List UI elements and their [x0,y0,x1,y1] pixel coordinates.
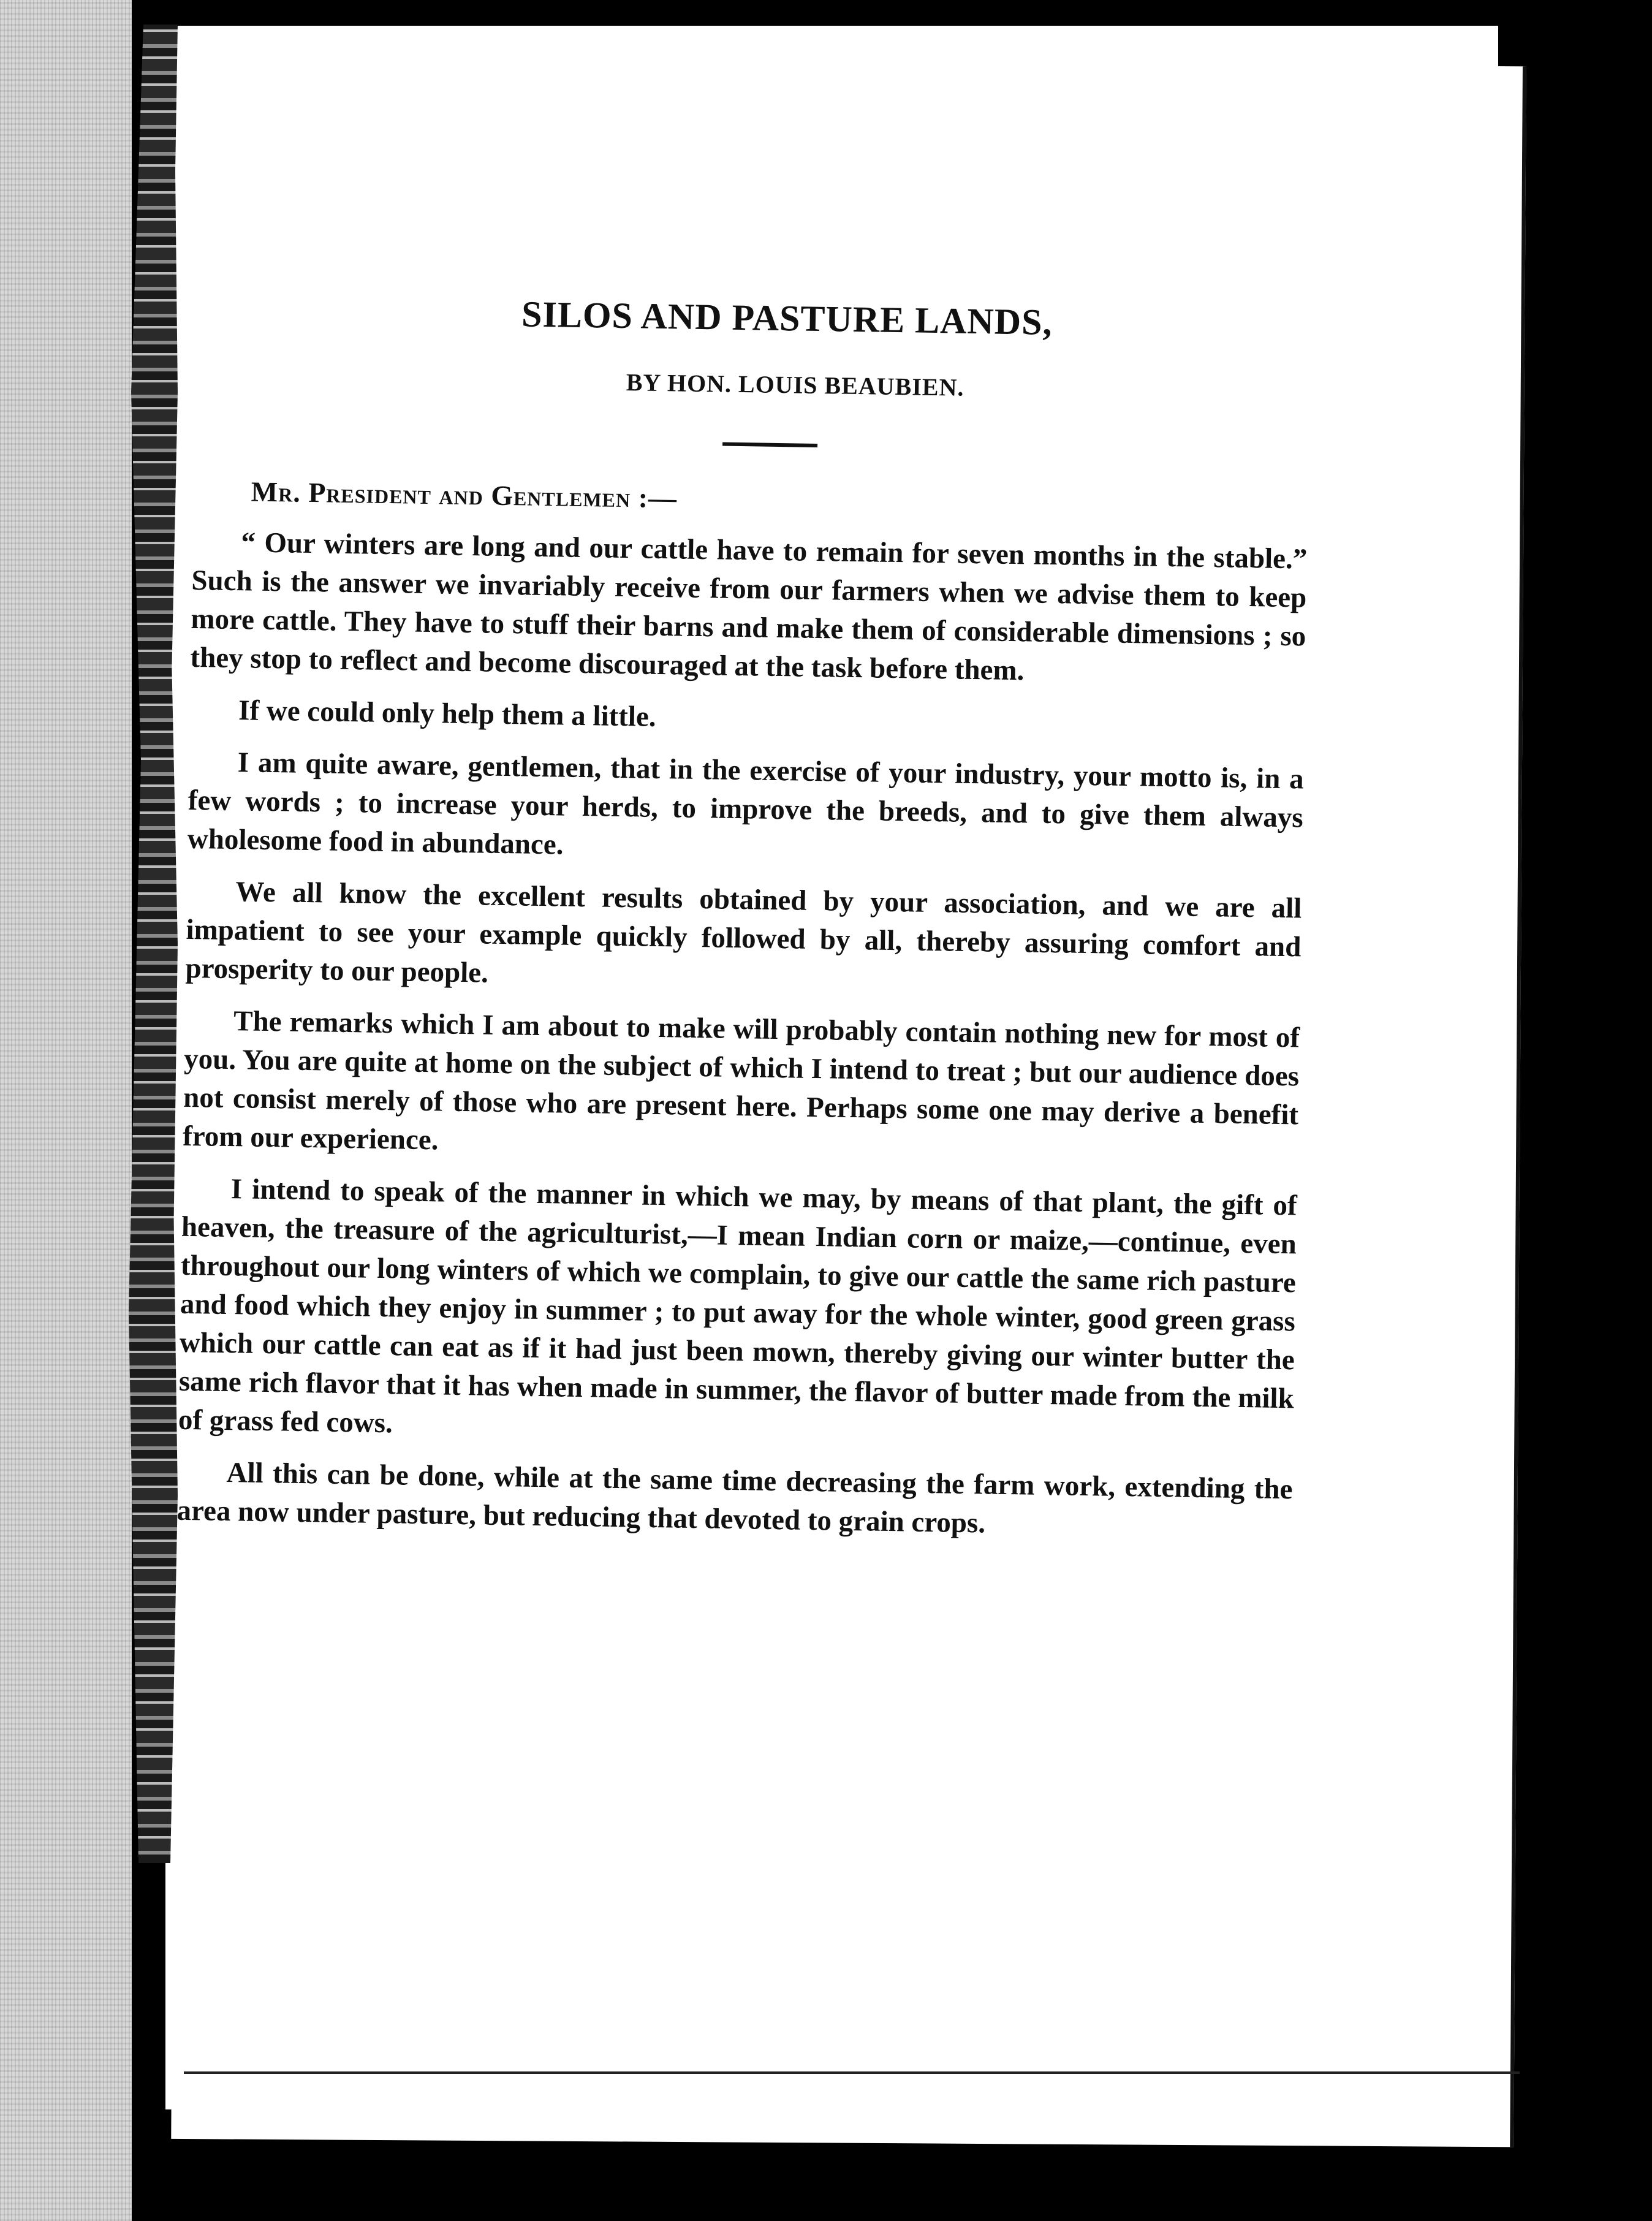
paragraph: All this can be done, while at the same time decreasing the farm work, extending the area now under pasture, but reducing that devoted to grain crops. [176,1457,1293,1540]
page-content [176,288,1311,1561]
paragraph: If we could only help them a little. [238,694,656,733]
paragraph: I am quite aware, gentlemen, that in the exercise of your industry, your motto is, in a few words ; to increase your herds, to improve the breeds, and to give them always wholesome food in abundance. [187,746,1305,861]
paragraph: “ Our winters are long and our cattle have to remain for seven months in the stable.” Such is the answer we invariably receive from our farmers when we advise them to keep more cattle. They have to stuff their barns and make them of considerable dimensions ; so they stop to reflect and become discouraged at the task before them. [190,526,1308,687]
paragraph: The remarks which I am about to make will probably contain nothing new for most of you. You are quite at home on the subject of which I intend to treat ; but our audience does not consist merely of those who are present here. Perhaps some one may derive a benefit from our experience. [182,1005,1300,1156]
title-rule [722,442,817,447]
page-title: SILOS AND PASTURE LANDS, [521,294,1053,343]
facing-page-edge [0,0,132,2221]
torn-binding-edge [129,25,178,1863]
author-byline: BY HON. LOUIS BEAUBIEN. [626,368,964,401]
salutation: Mr. President and Gentlemen :— [251,476,678,514]
page-bottom-edge [184,2071,1520,2074]
paragraph: We all know the excellent results obtained by your association, and we are all impatient to see your example quickly followed by all, thereby assuring comfort and prosperity to our people. [185,876,1302,989]
paragraph: I intend to speak of the manner in which we may, by means of that plant, the gift of heaven, the treasure of the agriculturist,—I mean Indian corn or maize,—continue, even throughout our long winters of which we complain, to give our cattle the same rich pasture and food which they enjoy in summer ; to put away for the whole winter, good green grass which our cattle can eat as if it had just been mown, thereby giving our winter butter the same rich flavor that it has when made in summer, the flavor of butter made from the milk of grass fed cows. [178,1173,1298,1440]
